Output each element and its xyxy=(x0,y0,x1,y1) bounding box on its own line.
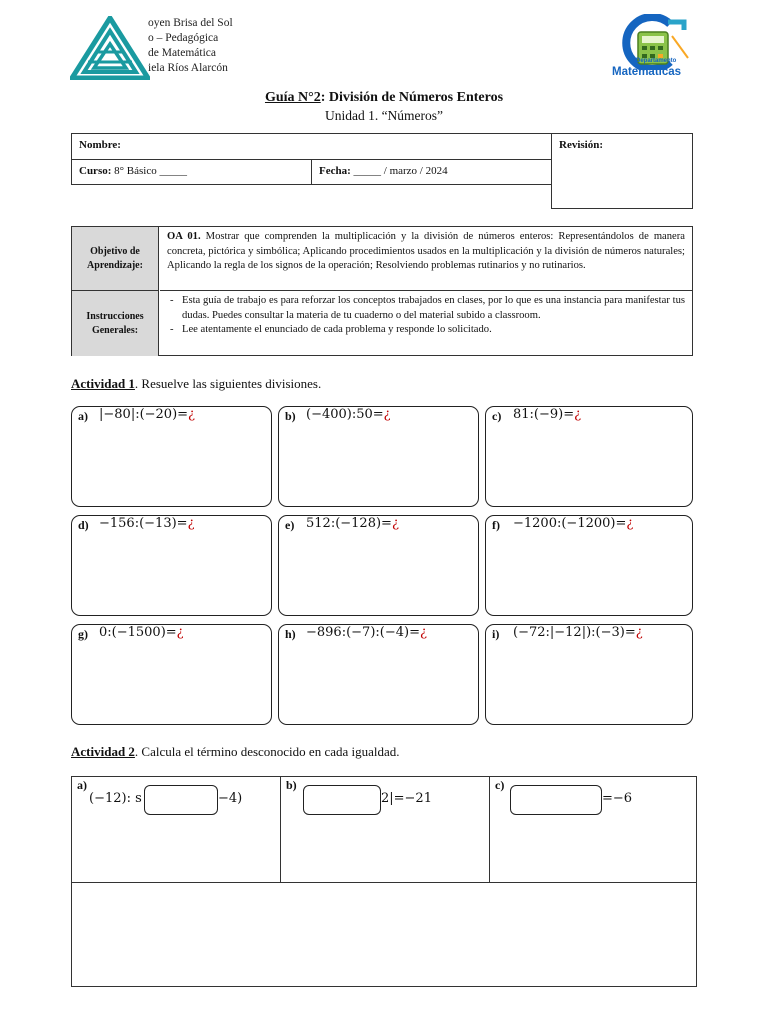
instructions-label: Instrucciones Generales: xyxy=(72,291,159,356)
problem-label: i) xyxy=(492,627,500,641)
problem-label: a) xyxy=(78,409,88,423)
equation-right-part: =−6 xyxy=(602,791,633,806)
equation-label: b) xyxy=(286,778,297,792)
guide-number: Guía N°2 xyxy=(264,90,321,105)
problem-box[interactable] xyxy=(278,406,479,507)
question-mark: ¿ xyxy=(419,625,427,640)
problem-expression xyxy=(99,625,184,640)
objective-label: Objetivo de Aprendizaje: xyxy=(72,227,159,291)
date-label: Fecha: xyxy=(319,165,351,177)
activity2-heading xyxy=(71,744,400,760)
school-logo xyxy=(70,16,150,80)
unit-subtitle: Unidad 1. “Números” xyxy=(324,108,444,123)
problem-expression xyxy=(513,625,643,640)
question-mark: ¿ xyxy=(391,516,399,531)
unknown-term-box[interactable] xyxy=(510,785,602,815)
question-mark: ¿ xyxy=(187,516,195,531)
school-info xyxy=(148,16,233,76)
equation-label: a) xyxy=(77,778,87,792)
expression-text: 512:(−128)= xyxy=(306,516,392,531)
equation-cell xyxy=(490,777,697,882)
problem-expression xyxy=(306,516,399,531)
problem-expression xyxy=(99,516,195,531)
question-mark: ¿ xyxy=(176,625,184,640)
problem-box[interactable] xyxy=(71,515,272,616)
activity1-heading xyxy=(71,376,321,392)
name-label: Nombre: xyxy=(79,139,121,151)
equation-left-part: (−12): s xyxy=(89,791,142,806)
revision-label: Revisión: xyxy=(559,139,603,151)
objective-description: Mostrar que comprenden la multiplicación y la división de números enteros: Representándolos de manera concreta, pictórica y simbólica; Aplicando procedimientos usados en la multiplicación y la división de números naturales; Aplicando la regla de los signos de la operación; Resolviendo problemas rutinarios y no rutinarios. xyxy=(167,231,685,271)
question-mark: ¿ xyxy=(574,407,582,422)
expression-text: −1200:(−1200)= xyxy=(513,516,627,531)
objective-text xyxy=(160,227,692,291)
expression-text: (−400):50= xyxy=(306,407,384,422)
guide-title: : División de Números Enteros xyxy=(320,90,504,105)
course-value: 8° Básico _____ xyxy=(111,165,187,177)
revision-box[interactable] xyxy=(551,133,693,209)
unknown-term-box[interactable] xyxy=(144,785,218,815)
equation-label: c) xyxy=(495,778,505,792)
department-caption: Departamento xyxy=(636,58,677,64)
department-logo xyxy=(608,14,694,82)
problem-label: f) xyxy=(492,518,500,532)
problem-box[interactable] xyxy=(278,624,479,725)
problem-label: e) xyxy=(285,518,295,532)
department-name: Matemáticas xyxy=(612,66,682,78)
equation-cell xyxy=(72,777,280,882)
problem-label: b) xyxy=(285,409,296,423)
problem-expression xyxy=(513,516,633,531)
problem-label: g) xyxy=(78,627,88,641)
problem-label: h) xyxy=(285,627,296,641)
objective-table xyxy=(71,226,693,356)
problem-expression xyxy=(306,625,427,640)
student-info-table xyxy=(71,133,552,185)
problem-box[interactable] xyxy=(485,624,693,725)
expression-text: −156:(−13)= xyxy=(99,516,188,531)
expression-text: (−72:|−12|):(−3)= xyxy=(513,625,636,640)
page-title xyxy=(0,90,768,106)
activity2-title: Actividad 2 xyxy=(71,744,135,759)
equation-right-part: 2|=−21 xyxy=(381,791,432,806)
expression-text: 0:(−1500)= xyxy=(99,625,177,640)
expression-text: 81:(−9)= xyxy=(513,407,575,422)
course-label: Curso: xyxy=(79,165,112,177)
problem-box[interactable] xyxy=(485,406,693,507)
answer-area[interactable] xyxy=(72,883,696,987)
school-line: de Matemática xyxy=(148,47,217,59)
school-line: iela Ríos Alarcón xyxy=(148,62,228,74)
problem-expression xyxy=(99,407,195,422)
instructions-text xyxy=(160,291,692,356)
problem-label: c) xyxy=(492,409,502,423)
name-field[interactable] xyxy=(72,134,551,160)
activity1-instruction: . Resuelve las siguientes divisiones. xyxy=(134,376,322,391)
instructions-list xyxy=(167,294,685,338)
question-mark: ¿ xyxy=(383,407,391,422)
expression-text: |−80|:(−20)= xyxy=(99,407,189,422)
activity2-instruction: . Calcula el término desconocido en cada igualdad. xyxy=(134,744,400,759)
problem-box[interactable] xyxy=(71,624,272,725)
problem-expression xyxy=(306,407,391,422)
school-line: o – Pedagógica xyxy=(148,32,219,44)
objective-code: OA 01. xyxy=(167,231,201,242)
equation-right-part: −4) xyxy=(218,791,243,806)
equation-cell xyxy=(281,777,489,882)
problem-box[interactable] xyxy=(71,406,272,507)
school-line: oyen Brisa del Sol xyxy=(148,17,233,29)
activity1-title: Actividad 1 xyxy=(71,376,135,391)
instruction-item: - Lee atentamente el enunciado de cada problema y responde lo solicitado. xyxy=(167,323,685,338)
unknown-term-box[interactable] xyxy=(303,785,381,815)
instruction-item: - Esta guía de trabajo es para reforzar los conceptos trabajados en clases, por lo que es una instancia para manifestar tus dudas. Puedes consultar la materia de tu cuaderno o del material subido a classroom. xyxy=(167,294,685,323)
problem-label: d) xyxy=(78,518,89,532)
course-field[interactable] xyxy=(72,160,312,185)
question-mark: ¿ xyxy=(626,516,634,531)
question-mark: ¿ xyxy=(635,625,643,640)
date-field[interactable] xyxy=(312,160,552,185)
date-value: _____ / marzo / 2024 xyxy=(350,165,448,177)
problem-expression xyxy=(513,407,581,422)
question-mark: ¿ xyxy=(188,407,196,422)
expression-text: −896:(−7):(−4)= xyxy=(306,625,420,640)
problem-box[interactable] xyxy=(278,515,479,616)
activity2-table xyxy=(71,776,697,987)
problem-box[interactable] xyxy=(485,515,693,616)
